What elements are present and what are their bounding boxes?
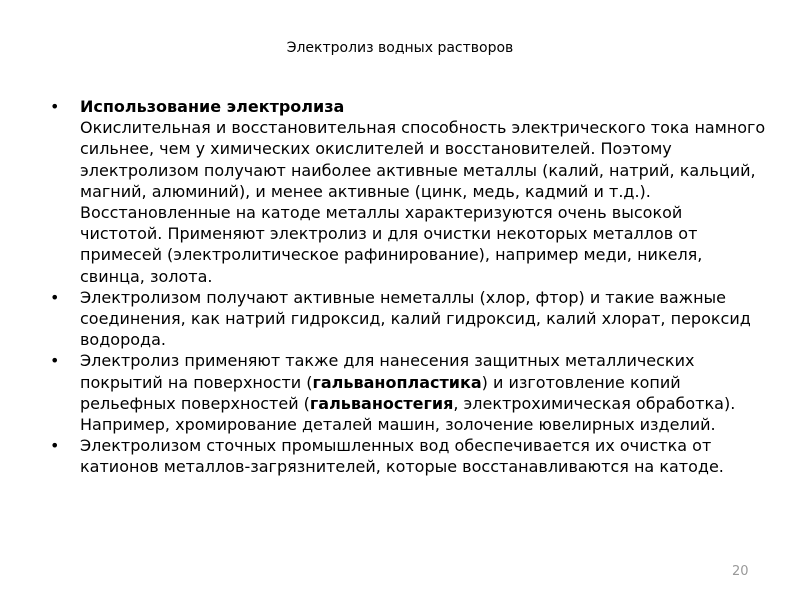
bullet-item-usage (48, 96, 768, 287)
slide-title: Электролиз водных растворов (286, 40, 514, 56)
bullet-item-wastewater (48, 435, 768, 477)
page-number: 20 (732, 564, 749, 579)
bullet-text: Электролизом сточных промышленных вод обеспечивается их очистка от катионов металлов-загрязнителей, которые восстанавливаются на катоде. (80, 436, 724, 477)
bullet-item-nonmetals (48, 287, 768, 351)
bullet-marker: • (50, 97, 60, 116)
bullet-text-part: ) и изготовление копий рельефных поверхностей ( (80, 372, 681, 413)
bullet-text-part: Электролиз применяют также для нанесения защитных металлических покрытий на поверхности ( (80, 351, 695, 392)
bullet-text: Окислительная и восстановительная способность электрического тока намного сильнее, чем у химических окислителей и восстановителей. Поэтому электролизом получают наиболее активные металлы (калий, натрий, кальций, магний, алюминий), и менее активные (цинк, медь, кадмий и т.д.). Восстановленные на катоде металлы характеризуются очень высокой чистотой. Применяют электролиз и для очистки некоторых металлов от примесей (электролитическое рафинирование), например меди, никеля, свинца, золота. (80, 118, 766, 286)
bullet-text-part: , электрохимическая обработка). Например, хромирование деталей машин, золочение ювелирных изделий. (80, 393, 736, 435)
bullet-list (48, 96, 768, 478)
bullet-text (80, 350, 768, 435)
bullet-marker: • (50, 287, 60, 307)
bullet-item-coatings (48, 350, 768, 435)
term-galvanostegiya: гальваностегия (309, 393, 454, 413)
bullet-text: Электролизом получают активные неметаллы (хлор, фтор) и такие важные соединения, как натрий гидроксид, калий гидроксид, калий хлорат, пероксид водорода. (80, 287, 751, 350)
bullet-heading: Использование электролиза (80, 97, 345, 116)
bullet-marker: • (50, 351, 60, 371)
bullet-marker: • (50, 436, 60, 456)
term-galvanoplastika: гальванопластика (312, 372, 482, 392)
